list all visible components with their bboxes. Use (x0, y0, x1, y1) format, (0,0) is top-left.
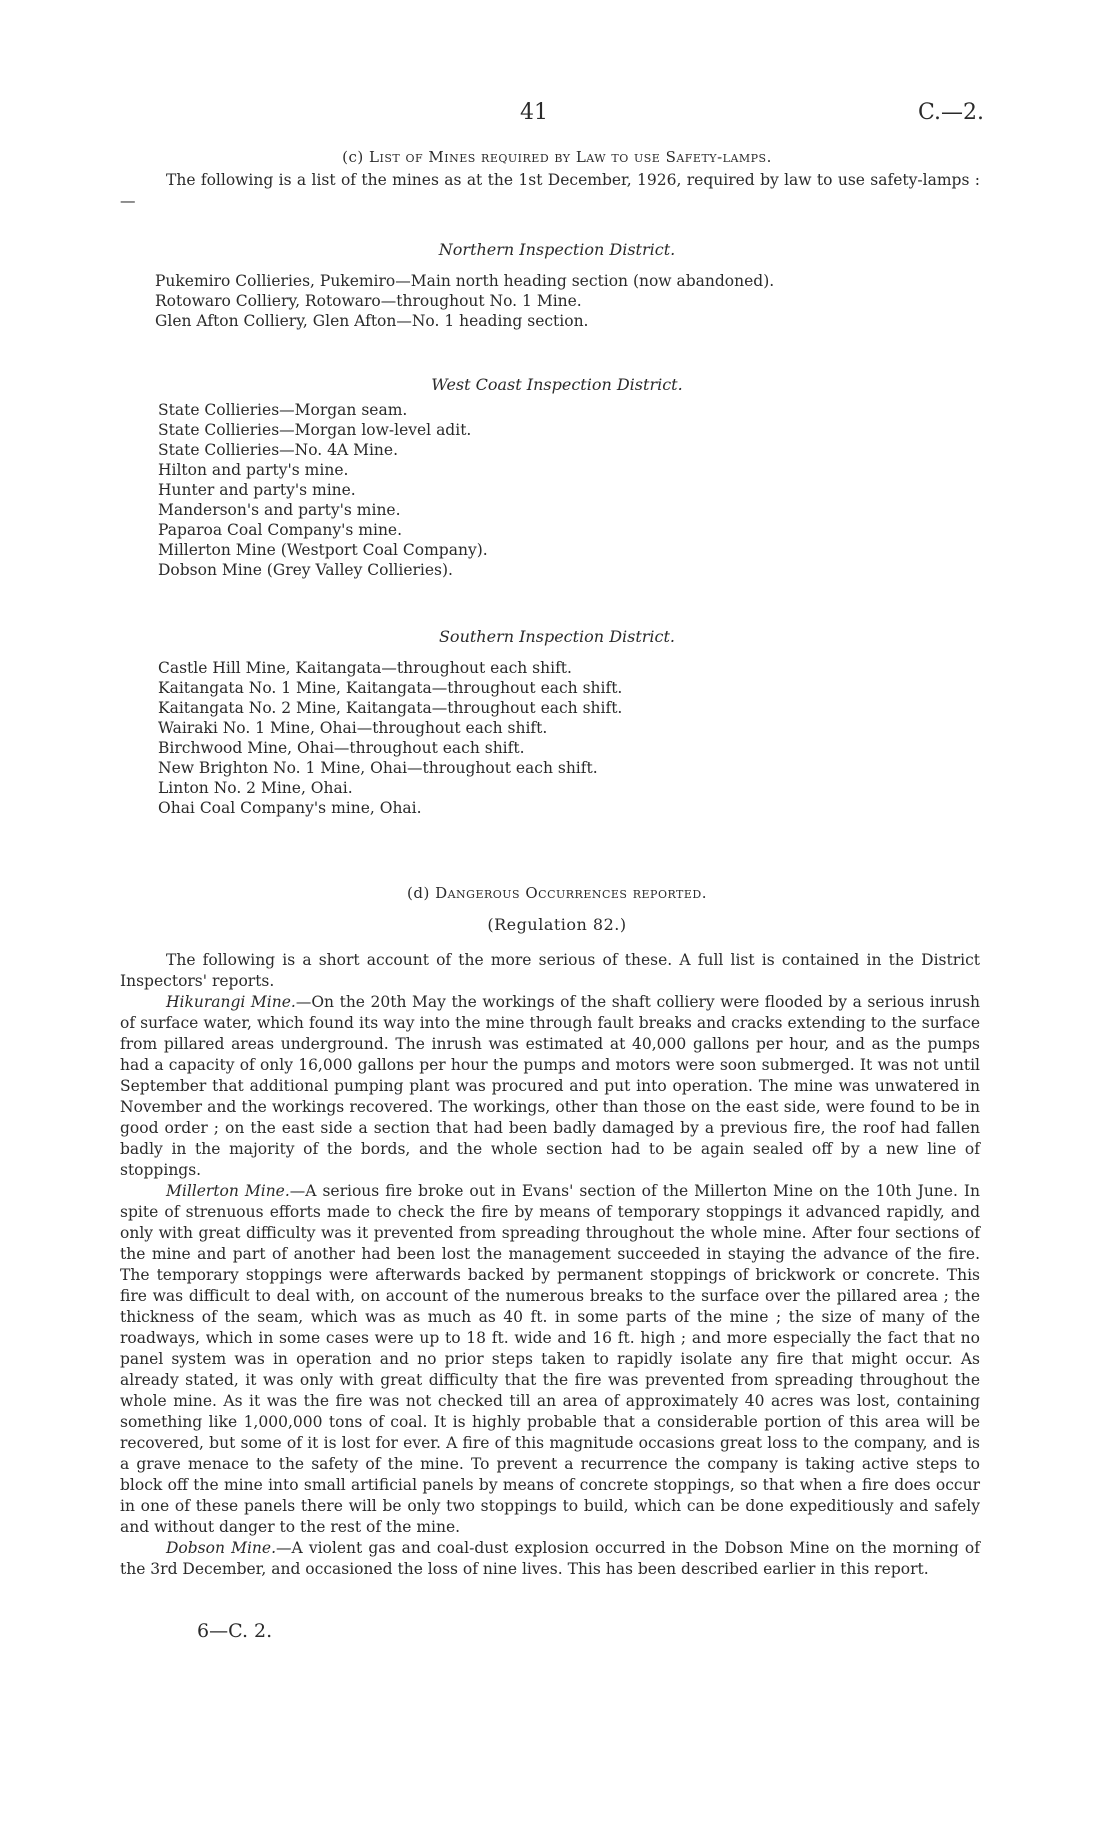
list-item: Glen Afton Colliery, Glen Afton—No. 1 heading section. (155, 312, 589, 330)
paragraph-hikurangi (120, 992, 980, 1181)
district-heading-southern: Southern Inspection District. (438, 627, 676, 646)
document-code: C.—2. (917, 100, 984, 125)
list-item: Castle Hill Mine, Kaitangata—throughout each shift. (158, 659, 572, 677)
section-d-title: Dangerous Occurrences reported. (435, 884, 708, 902)
mine-name-dobson: Dobson Mine. (166, 1539, 276, 1557)
list-item: Ohai Coal Company's mine, Ohai. (158, 799, 422, 817)
section-c-title: List of Mines required by Law to use Safety-lamps. (369, 148, 772, 166)
list-item: Millerton Mine (Westport Coal Company). (158, 541, 488, 559)
paragraph-text: —A violent gas and coal-dust explosion occurred in the Dobson Mine on the morning of the 3rd December, and occasioned the loss of nine lives. This has been described earlier in this report. (120, 1539, 980, 1578)
section-c-intro: The following is a list of the mines as at the 1st December, 1926, required by law to use safety-lamps :— (120, 171, 980, 210)
list-item: Hunter and party's mine. (158, 481, 356, 499)
district-heading-northern: Northern Inspection District. (438, 240, 676, 259)
list-item: Hilton and party's mine. (158, 461, 349, 479)
district-heading-west-coast: West Coast Inspection District. (431, 375, 683, 394)
mine-name-millerton: Millerton Mine. (166, 1182, 290, 1200)
paragraph-text: —On the 20th May the workings of the shaft colliery were flooded by a serious inrush of surface water, which found its way into the mine through fault breaks and cracks extending to the surface from pillared areas underground. The inrush was estimated at 40,000 gallons per hour, and as the pumps had a capacity of only 16,000 gallons per hour the pumps and motors were soon submerged. It was not until September that additional pumping plant was procured and put into operation. The mine was unwatered in November and the workings recovered. The workings, other than those on the east side, were found to be in good order ; on the east side a section that had been badly damaged by a previous fire, the roof had fallen badly in the majority of the bords, and the whole section had to be again sealed off by a new line of stoppings. (120, 993, 981, 1179)
list-item: Kaitangata No. 2 Mine, Kaitangata—throughout each shift. (158, 699, 623, 717)
signature-mark: 6—C. 2. (197, 1620, 273, 1642)
list-item: Paparoa Coal Company's mine. (158, 521, 403, 539)
list-item: New Brighton No. 1 Mine, Ohai—throughout each shift. (158, 759, 598, 777)
list-item: Rotowaro Colliery, Rotowaro—throughout No. 1 Mine. (155, 292, 582, 310)
list-item: Linton No. 2 Mine, Ohai. (158, 779, 353, 797)
list-item: Birchwood Mine, Ohai—throughout each shift. (158, 739, 525, 757)
paragraph-millerton (120, 1181, 980, 1538)
mine-name-hikurangi: Hikurangi Mine. (166, 993, 296, 1011)
mine-list-southern (158, 658, 622, 818)
section-d-letter: (d) (406, 884, 430, 902)
section-d-heading (0, 884, 1114, 902)
list-item: State Collieries—Morgan low-level adit. (158, 421, 472, 439)
mine-list-northern (155, 271, 774, 331)
section-d-body (120, 950, 980, 1580)
page-number: 41 (520, 100, 548, 125)
mine-list-west-coast (158, 400, 488, 580)
list-item: State Collieries—Morgan seam. (158, 401, 408, 419)
list-item: State Collieries—No. 4A Mine. (158, 441, 399, 459)
section-c-letter: (c) (342, 148, 364, 166)
section-d-intro: The following is a short account of the more serious of these. A full list is contained in the District Inspectors' reports. (120, 951, 980, 990)
list-item: Pukemiro Collieries, Pukemiro—Main north heading section (now abandoned). (155, 272, 775, 290)
paragraph-dobson (120, 1538, 980, 1580)
list-item: Wairaki No. 1 Mine, Ohai—throughout each shift. (158, 719, 548, 737)
list-item: Kaitangata No. 1 Mine, Kaitangata—throughout each shift. (158, 679, 623, 697)
paragraph-text: —A serious fire broke out in Evans' section of the Millerton Mine on the 10th June. In spite of strenuous efforts made to check the fire by means of temporary stoppings it advanced rapidly, and only with great difficulty was it prevented from spreading throughout the whole mine. After four sections of the mine and part of another had been lost the management succeeded in staying the advance of the fire. The temporary stoppings were afterwards backed by permanent stoppings of brickwork or concrete. This fire was difficult to deal with, on account of the numerous breaks to the surface over the pillared area ; the thickness of the seam, which was as much as 40 ft. in some parts of the mine ; the size of many of the roadways, which in some cases were up to 18 ft. wide and 16 ft. high ; and more especially the fact that no panel system was in operation and no prior steps taken to rapidly isolate any fire that might occur. As already stated, it was only with great difficulty that the fire was prevented from spreading throughout the whole mine. As it was the fire was not checked till an area of approximately 40 acres was lost, containing something like 1,000,000 tons of coal. It is highly probable that a considerable portion of this area will be recovered, but some of it is lost for ever. A fire of this magnitude occasions great loss to the company, and is a grave menace to the safety of the mine. To prevent a recurrence the company is taking active steps to block off the mine into small artificial panels by means of concrete stoppings, so that when a fire does occur in one of these panels there will be only two stoppings to build, which can be done expeditiously and safely and without danger to the rest of the mine. (120, 1182, 980, 1536)
list-item: Manderson's and party's mine. (158, 501, 401, 519)
section-c-heading (0, 148, 1114, 166)
list-item: Dobson Mine (Grey Valley Collieries). (158, 561, 453, 579)
regulation-reference: (Regulation 82.) (487, 915, 627, 934)
